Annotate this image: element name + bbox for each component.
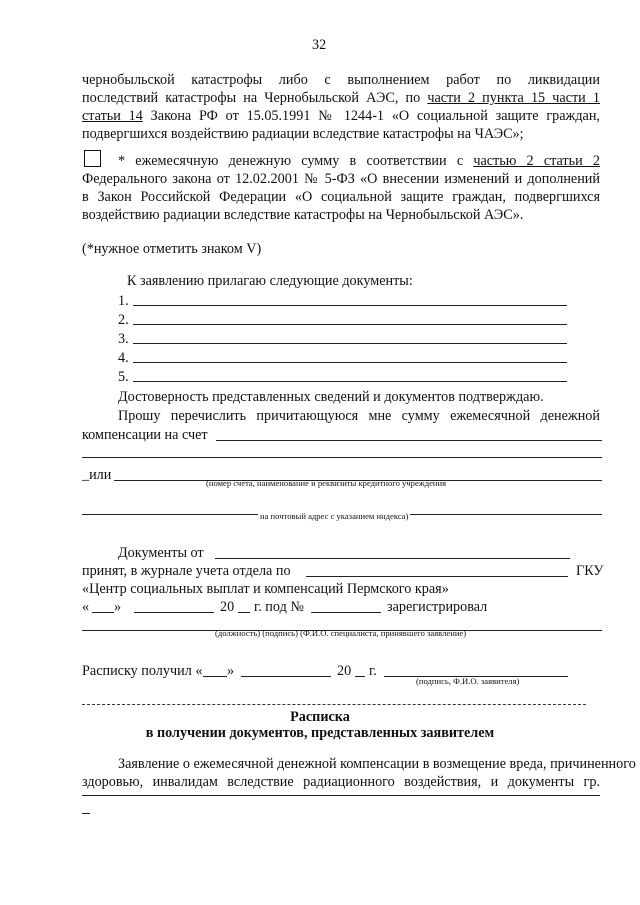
receipt-month-field[interactable] xyxy=(241,676,331,677)
page-number: 32 xyxy=(312,37,327,53)
attachment-number: 4. xyxy=(118,350,129,366)
registered-label: зарегистрировал xyxy=(387,599,488,615)
paragraph-1-line-3 xyxy=(82,108,600,125)
date-open-quote: « xyxy=(82,599,90,615)
paragraph-1-text: Закона РФ от 15.05.1991 № 1244-1 «О социальной защите граждан, xyxy=(142,108,600,124)
gku-label: ГКУ xyxy=(576,563,604,579)
attachment-line-5[interactable] xyxy=(133,381,567,382)
center-name: «Центр социальных выплат и компенсаций Пермского края» xyxy=(82,581,449,597)
paragraph-2-line-3: в Закон Российской Федерации «О социальной защите граждан, подвергшихся xyxy=(82,189,600,205)
option-checkbox[interactable] xyxy=(84,150,101,167)
documents-from-label: Документы от xyxy=(118,545,204,561)
account-field[interactable] xyxy=(216,440,602,441)
paragraph-2-text: * ежемесячную денежную сумму в соответствии с xyxy=(118,153,474,169)
registration-year-prefix: 20 xyxy=(220,599,235,615)
attachment-line-3[interactable] xyxy=(133,343,567,344)
department-field[interactable] xyxy=(306,576,568,577)
applicant-caption: (подпись, Ф.И.О. заявителя) xyxy=(416,676,520,686)
mark-note: (*нужное отметить знаком V) xyxy=(82,241,262,257)
account-field-continued[interactable] xyxy=(82,457,602,458)
law-reference-link[interactable]: частью 2 статьи 2 xyxy=(473,153,600,169)
paragraph-1-line-4: подвергшихся воздействию радиации вследствие катастрофы на ЧАЭС»; xyxy=(82,126,524,142)
date-close-quote: » xyxy=(114,599,122,615)
paragraph-2-line-1 xyxy=(118,153,600,170)
specialist-caption: (должность) (подпись) (Ф.И.О. специалиста, принявшего заявление) xyxy=(215,628,467,638)
receipt-received-label: Расписку получил « xyxy=(82,663,203,679)
receipt-title: Расписка xyxy=(290,709,350,725)
law-reference-link[interactable]: части 2 пункта 15 части 1 xyxy=(427,90,600,106)
transfer-request-line-2: компенсации на счет xyxy=(82,427,208,443)
paragraph-2-line-4: воздействию радиации вследствие катастрофы на Чернобыльской АЭС». xyxy=(82,207,524,223)
paragraph-1-text: последствий катастрофы на Чернобыльской АЭС, по xyxy=(82,90,428,106)
documents-from-field[interactable] xyxy=(215,558,570,559)
attachment-line-1[interactable] xyxy=(133,305,567,306)
attachment-number: 5. xyxy=(118,369,129,385)
or-label: _или xyxy=(82,467,112,483)
receipt-day-field[interactable] xyxy=(203,676,227,677)
registration-day-field[interactable] xyxy=(92,612,114,613)
paragraph-1-line-1: чернобыльской катастрофы либо с выполнением работ по ликвидации xyxy=(82,72,600,88)
registration-year-field[interactable] xyxy=(238,612,250,613)
attachment-number: 2. xyxy=(118,312,129,328)
receipt-year-field[interactable] xyxy=(355,676,365,677)
law-reference-link[interactable]: статьи 14 xyxy=(82,108,143,124)
attachment-line-2[interactable] xyxy=(133,324,567,325)
receipt-close-quote: » xyxy=(227,663,235,679)
cut-line xyxy=(82,704,586,705)
postal-caption: на почтовый адрес с указанием индекса) xyxy=(260,511,409,521)
paragraph-1-line-2 xyxy=(82,90,600,107)
registration-number-label: г. под № xyxy=(254,599,304,615)
receipt-year-suffix: г. xyxy=(369,663,377,679)
attachment-line-4[interactable] xyxy=(133,362,567,363)
statement-line-2: здоровью, инвалидам вследствие радиационного воздействия, и документы гр. xyxy=(82,774,600,790)
receipt-year-prefix: 20 xyxy=(337,663,352,679)
accepted-label: принят, в журнале учета отдела по xyxy=(82,563,291,579)
receipt-subtitle: в получении документов, представленных заявителем xyxy=(145,725,495,741)
confirmation-text: Достоверность представленных сведений и документов подтверждаю. xyxy=(118,389,544,405)
transfer-request-line-1: Прошу перечислить причитающуюся мне сумму ежемесячной денежной xyxy=(118,408,600,424)
registration-month-field[interactable] xyxy=(134,612,214,613)
attachments-title: К заявлению прилагаю следующие документы: xyxy=(127,273,413,289)
statement-line-1: Заявление о ежемесячной денежной компенсации в возмещение вреда, причиненного xyxy=(118,756,636,772)
continuation-field[interactable] xyxy=(82,813,90,814)
paragraph-2-line-2: Федерального закона от 12.02.2001 № 5-ФЗ «О внесении изменений и дополнений xyxy=(82,171,600,187)
bank-caption: (номер счета, наименование и реквизиты кредитного учреждения xyxy=(206,478,447,488)
registration-number-field[interactable] xyxy=(311,612,381,613)
applicant-name-field[interactable] xyxy=(82,795,600,796)
attachment-number: 1. xyxy=(118,293,129,309)
attachment-number: 3. xyxy=(118,331,129,347)
